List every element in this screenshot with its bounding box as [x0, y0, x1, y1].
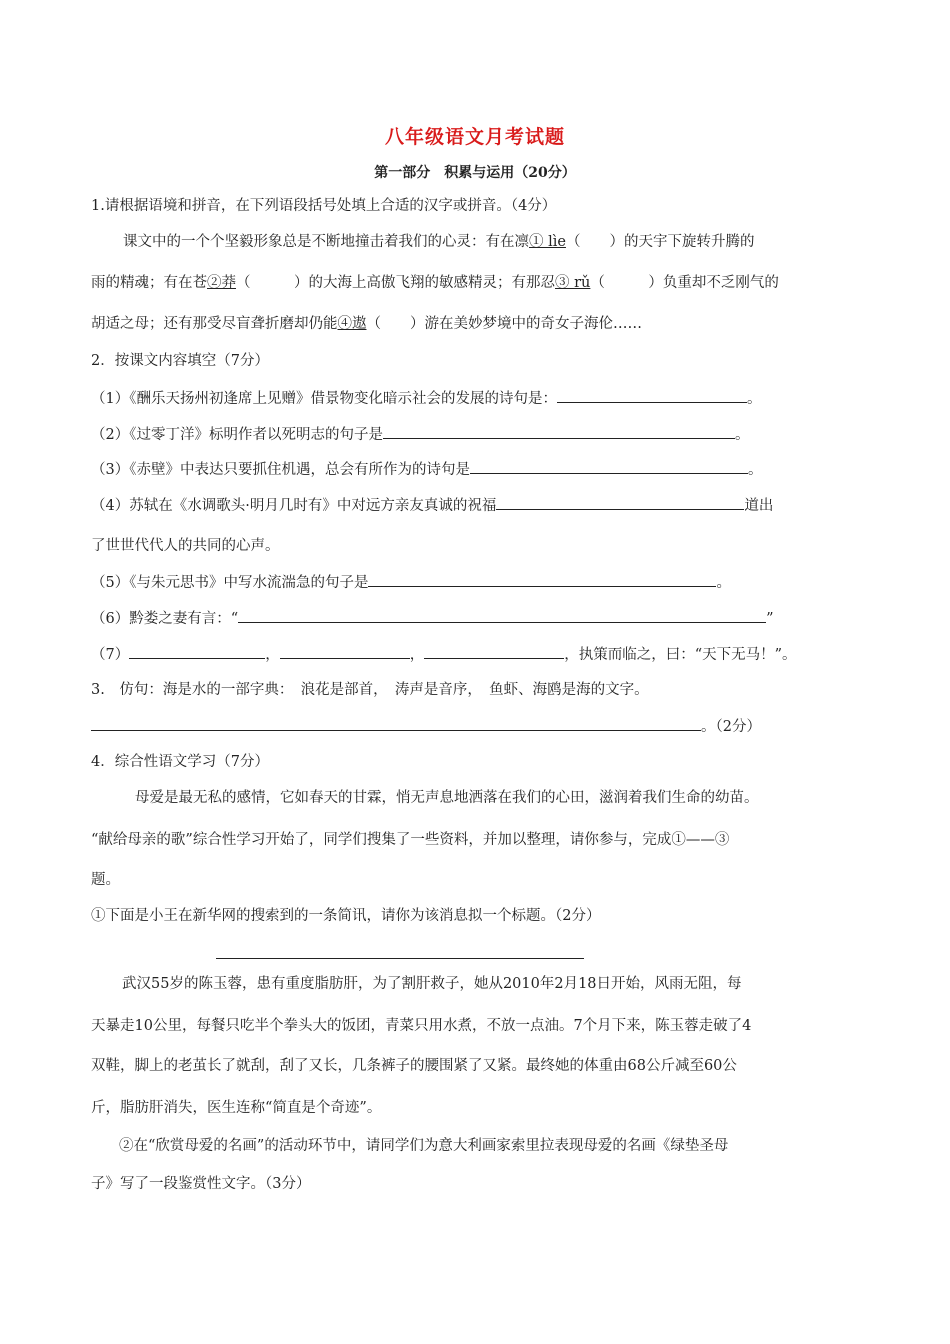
q2-item-5: （5）《与朱元思书》中写水流湍急的句子是 。 — [91, 572, 731, 593]
char-mark-4: ④遨 — [337, 316, 367, 332]
q2-item-4-cont: 了世世代代人的共同的心声。 — [91, 538, 280, 554]
answer-blank-8[interactable] — [91, 716, 701, 731]
answer-blank-2[interactable] — [383, 424, 735, 439]
answer-blank-6[interactable] — [238, 608, 766, 623]
char-mark-2: ②莽 — [207, 275, 236, 291]
answer-blank-7a[interactable] — [129, 644, 265, 659]
news-line2: 天暴走10公里，每餐只吃半个拳头大的饭团，青菜只用水煮，不放一点油。7个月下来，陈玉蓉走破了4 — [91, 1018, 752, 1034]
answer-blank-5[interactable] — [368, 572, 716, 587]
q1-para-line2: 雨的精魂；有在苍②莽（ ）的大海上高傲飞翔的敏感精灵；有那忍③ rǔ（ ）负重却不乏刚气的 — [91, 275, 779, 291]
q1-stem: 1.请根据语境和拼音，在下列语段括号处填上合适的汉字或拼音。（4分） — [91, 198, 557, 214]
q2-item-3: （3）《赤壁》中表达只要抓住机遇，总会有所作为的诗句是 。 — [91, 459, 762, 480]
q2-item-6: （6）黔娄之妻有言：“ ” — [91, 608, 774, 629]
q2-item-4: （4）苏轼在《水调歌头·明月几时有》中对远方亲友真诚的祝福 道出 — [91, 495, 773, 516]
q3-answer-line: 。（2分） — [91, 716, 761, 737]
answer-blank-7b[interactable] — [280, 644, 410, 659]
news-line3: 双鞋，脚上的老茧长了就刮，刮了又长，几条裤子的腰围紧了又紧。最终她的体重由68公斤减至60公 — [91, 1058, 737, 1074]
answer-blank-1[interactable] — [557, 388, 747, 403]
answer-blank-7c[interactable] — [424, 644, 564, 659]
q4-intro-line2: “献给母亲的歌”综合性学习开始了，同学们搜集了一些资料，并加以整理，请你参与，完成①——③ — [91, 832, 730, 848]
q4-sub1: ①下面是小王在新华网的搜索到的一条简讯，请你为该消息拟一个标题。（2分） — [91, 908, 601, 924]
q1-para-line3: 胡适之母；还有那受尽盲聋折磨却仍能④遨（ ）游在美妙梦境中的奇女子海伦…… — [91, 316, 642, 332]
q2-item-7: （7） ， ， ，执策而临之，曰：“天下无马！”。 — [91, 644, 797, 665]
pinyin-mark-3: ③ rǔ — [555, 275, 591, 291]
answer-blank-4[interactable] — [496, 495, 744, 510]
title-answer-line[interactable] — [216, 958, 584, 959]
news-line1: 武汉55岁的陈玉蓉，患有重度脂肪肝，为了割肝救子，她从2010年2月18日开始，风雨无阻，每 — [122, 976, 742, 992]
answer-blank-3[interactable] — [470, 459, 748, 474]
q4-sub2-line2: 子》写了一段鉴赏性文字。（3分） — [91, 1176, 311, 1192]
q2-item-1: （1）《酬乐天扬州初逢席上见赠》借景物变化暗示社会的发展的诗句是： 。 — [91, 388, 761, 409]
q3-stem: 3. 仿句：海是水的一部字典： 浪花是部首， 涛声是音序， 鱼虾、海鸥是海的文字。 — [91, 682, 649, 698]
q4-intro-line1: 母爱是最无私的感情，它如春天的甘霖，悄无声息地洒落在我们的心田，滋润着我们生命的幼苗。 — [135, 790, 759, 806]
section-heading: 第一部分 积累与运用（20分） — [374, 165, 576, 181]
q4-sub2-line1: ②在“欣赏母爱的名画”的活动环节中，请同学们为意大利画家索里拉表现母爱的名画《绿垫圣母 — [119, 1138, 729, 1154]
q2-item-2: （2）《过零丁洋》标明作者以死明志的句子是 。 — [91, 424, 749, 445]
pinyin-mark-1: ① lìe — [529, 234, 566, 250]
q2-stem: 2．按课文内容填空（7分） — [91, 353, 269, 369]
q4-stem: 4．综合性语文学习（7分） — [91, 754, 269, 770]
q4-intro-line3: 题。 — [91, 872, 120, 888]
exam-title: 八年级语文月考试题 — [384, 126, 565, 148]
q1-para-line1: 课文中的一个个坚毅形象总是不断地撞击着我们的心灵：有在凛① lìe（ ）的天宇下旋转升腾的 — [123, 234, 755, 250]
news-line4: 斤，脂肪肝消失，医生连称“简直是个奇迹”。 — [91, 1100, 382, 1116]
